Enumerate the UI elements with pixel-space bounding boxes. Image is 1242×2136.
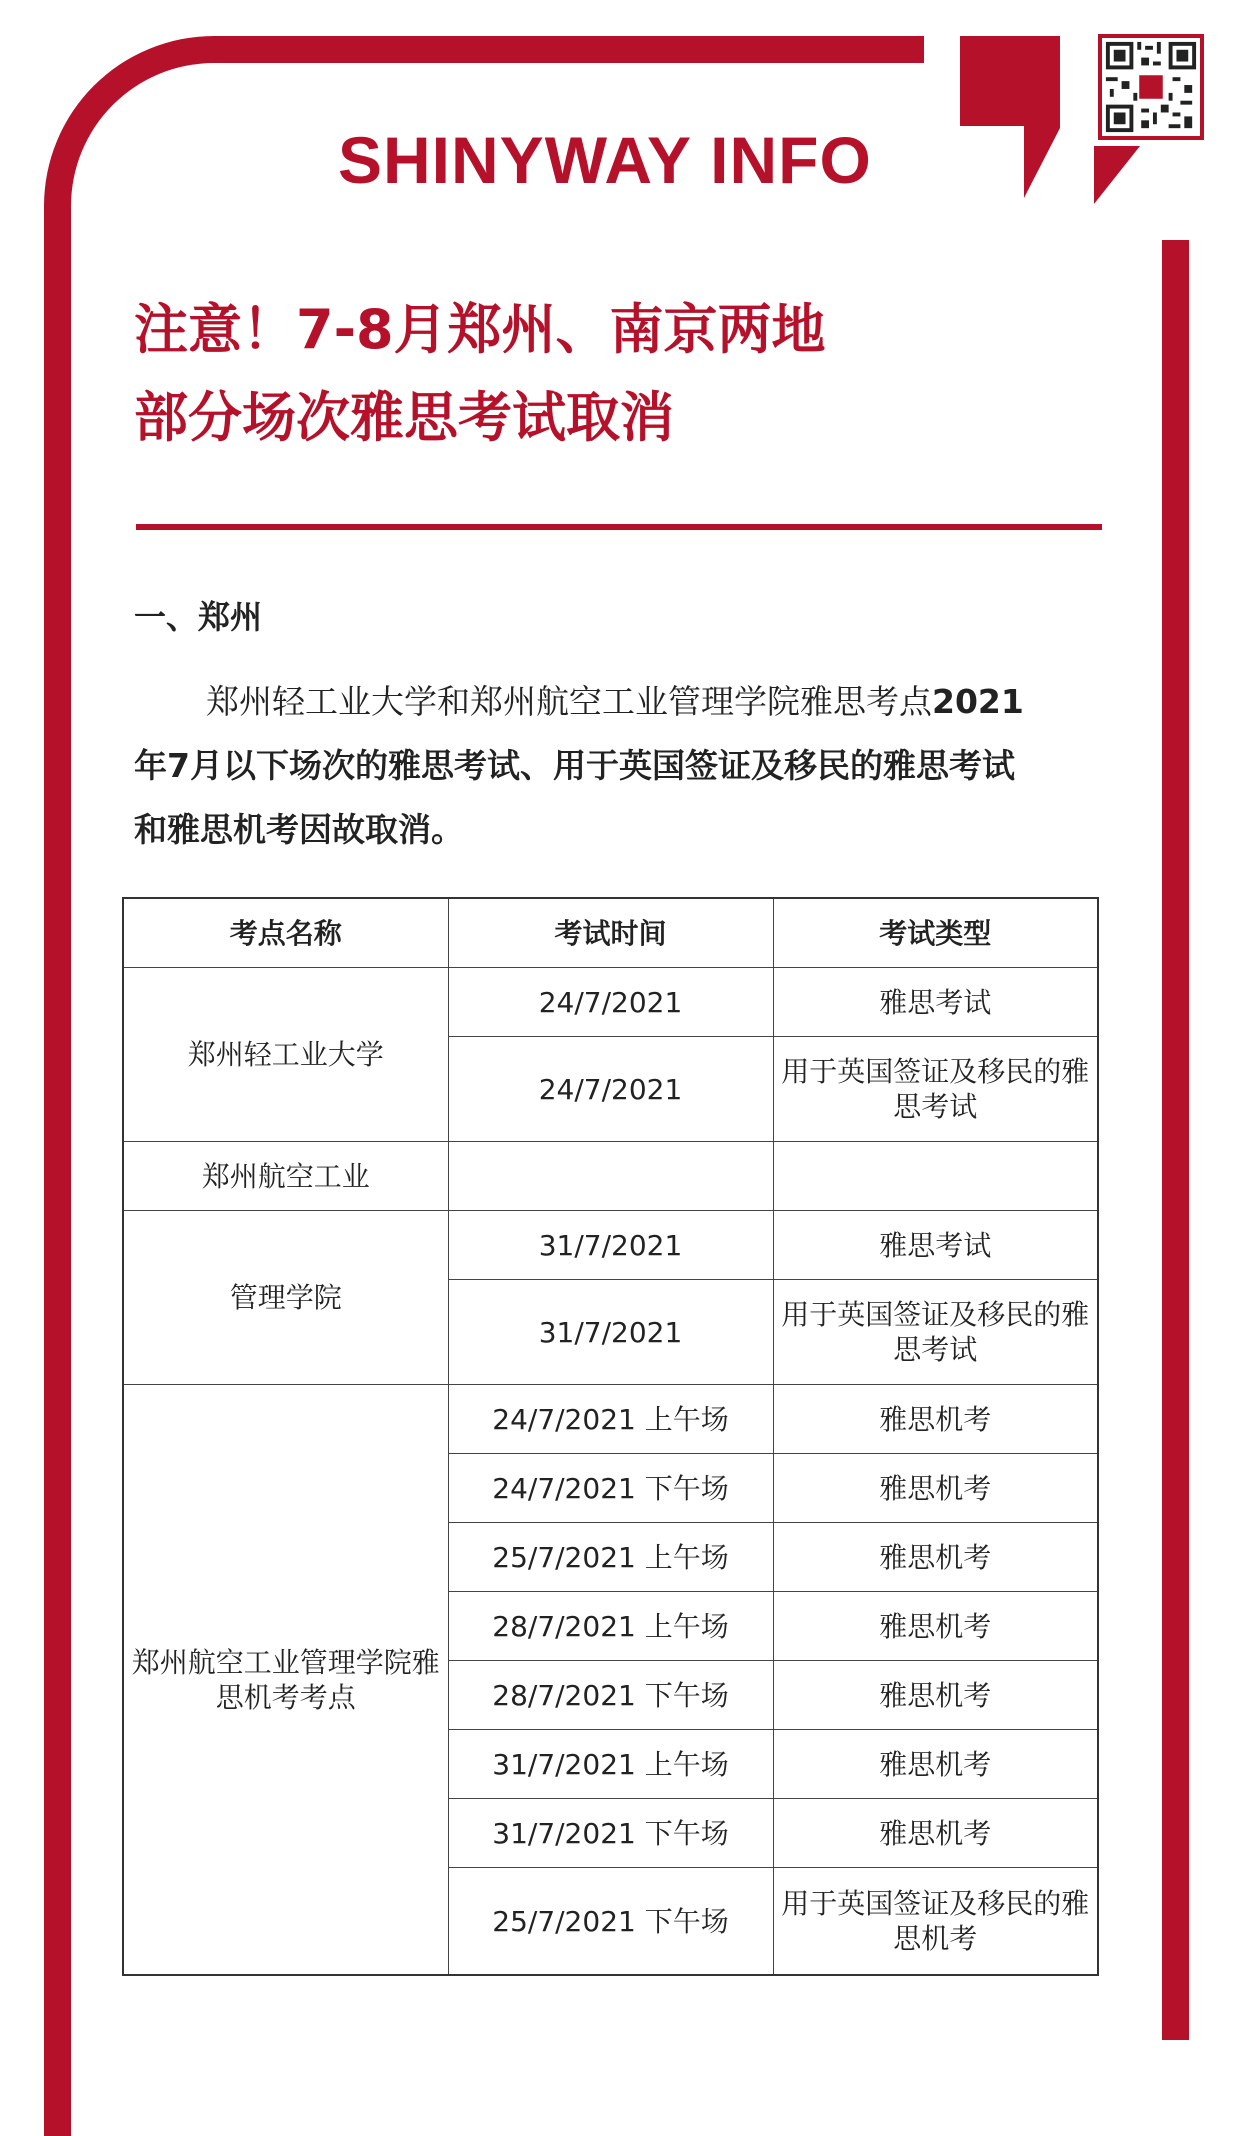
venue-cell: 郑州航空工业管理学院雅思机考考点: [123, 1385, 448, 1976]
cancelled-exam-table: [122, 897, 1099, 1976]
type-cell: 用于英国签证及移民的雅思考试: [773, 1037, 1098, 1142]
article-title-line2: 部分场次雅思考试取消: [134, 386, 674, 449]
type-cell: 雅思机考: [773, 1661, 1098, 1730]
time-cell: 24/7/2021: [448, 1037, 773, 1142]
type-cell: 用于英国签证及移民的雅思机考: [773, 1868, 1098, 1976]
time-cell: 31/7/2021: [448, 1211, 773, 1280]
table-row: [123, 968, 1098, 1037]
type-cell: 雅思机考: [773, 1799, 1098, 1868]
type-cell: 雅思考试: [773, 968, 1098, 1037]
article-title-line1: 注意！7-8月郑州、南京两地: [134, 298, 826, 361]
brand-title: SHINYWAY INFO: [338, 123, 872, 197]
venue-cell: 管理学院: [123, 1211, 448, 1385]
paragraph-line-1: 郑州轻工业大学和郑州航空工业管理学院雅思考点2021: [206, 682, 1024, 721]
type-cell: 雅思机考: [773, 1523, 1098, 1592]
time-cell: 25/7/2021 下午场: [448, 1868, 773, 1976]
table-row: [123, 1385, 1098, 1454]
table-row: [123, 1142, 1098, 1211]
table-row: [123, 1211, 1098, 1280]
time-cell: 24/7/2021 上午场: [448, 1385, 773, 1454]
qr-code-icon: [1102, 38, 1200, 136]
time-cell: 31/7/2021 上午场: [448, 1730, 773, 1799]
paragraph-line-2: 年7月以下场次的雅思考试、用于英国签证及移民的雅思考试: [134, 746, 1015, 785]
time-cell: 25/7/2021 上午场: [448, 1523, 773, 1592]
venue-cell: 郑州航空工业: [123, 1142, 448, 1211]
type-cell: 雅思考试: [773, 1211, 1098, 1280]
table-header-row: [123, 898, 1098, 968]
time-cell: 24/7/2021: [448, 968, 773, 1037]
time-cell: 31/7/2021 下午场: [448, 1799, 773, 1868]
venue-cell: 郑州轻工业大学: [123, 968, 448, 1142]
type-cell: [773, 1142, 1098, 1211]
type-cell: 雅思机考: [773, 1730, 1098, 1799]
type-cell: 雅思机考: [773, 1385, 1098, 1454]
article-title: [134, 286, 1034, 462]
header-type: 考试类型: [773, 898, 1098, 968]
type-cell: 雅思机考: [773, 1454, 1098, 1523]
time-cell: 28/7/2021 上午场: [448, 1592, 773, 1661]
header-venue: 考点名称: [123, 898, 448, 968]
header-time: 考试时间: [448, 898, 773, 968]
type-cell: 用于英国签证及移民的雅思考试: [773, 1280, 1098, 1385]
frame-border-right: [1162, 240, 1189, 2040]
paragraph-line-3: 和雅思机考因故取消。: [134, 810, 464, 849]
section-paragraph: [134, 670, 1114, 862]
title-divider: [136, 524, 1102, 530]
time-cell: [448, 1142, 773, 1211]
time-cell: 24/7/2021 下午场: [448, 1454, 773, 1523]
time-cell: 31/7/2021: [448, 1280, 773, 1385]
time-cell: 28/7/2021 下午场: [448, 1661, 773, 1730]
qr-code: [1098, 34, 1204, 140]
type-cell: 雅思机考: [773, 1592, 1098, 1661]
section-heading-zhengzhou: 一、郑州: [134, 598, 263, 636]
